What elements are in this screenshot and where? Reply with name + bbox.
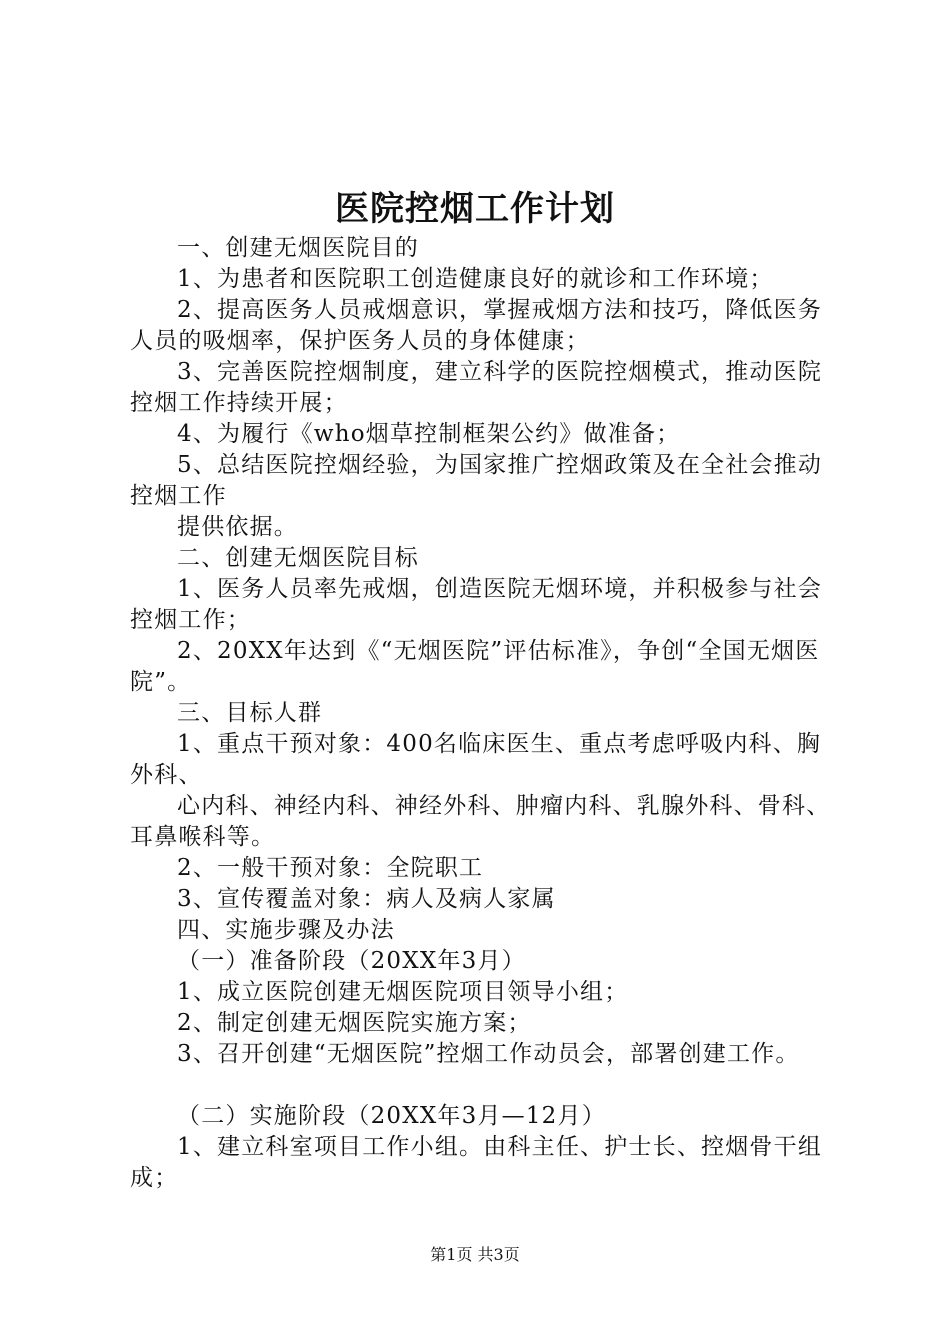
paragraph-population-1: 1、重点干预对象：400名临床医生、重点考虑呼吸内科、胸外科、 xyxy=(130,731,822,788)
paragraph-stage-1-item-3: 3、召开创建“无烟医院”控烟工作动员会，部署创建工作。 xyxy=(177,1041,800,1067)
paragraph-goal-4: 4、为履行《who烟草控制框架公约》做准备； xyxy=(177,421,681,447)
document-body xyxy=(130,233,835,1194)
paragraph-stage-1-item-1: 1、成立医院创建无烟医院项目领导小组； xyxy=(177,979,629,1005)
document-title: 医院控烟工作计划 xyxy=(335,189,615,229)
page-footer: 第1页 共3页 xyxy=(430,1245,520,1264)
paragraph-spacer xyxy=(130,1070,835,1101)
paragraph-section-2-heading: 二、创建无烟医院目标 xyxy=(177,545,419,571)
paragraph-goal-5-continued: 提供依据。 xyxy=(177,514,298,540)
paragraph-section-4-heading: 四、实施步骤及办法 xyxy=(177,917,395,943)
paragraph-goal-5: 5、总结医院控烟经验，为国家推广控烟政策及在全社会推动控烟工作 xyxy=(130,452,823,509)
paragraph-section-3-heading: 三、目标人群 xyxy=(177,700,323,726)
paragraph-stage-2-item-1: 1、建立科室项目工作小组。由科主任、护士长、控烟骨干组成； xyxy=(130,1134,823,1191)
paragraph-goal-1: 1、为患者和医院职工创造健康良好的就诊和工作环境； xyxy=(177,266,774,292)
paragraph-population-2: 2、一般干预对象：全院职工 xyxy=(177,855,484,881)
paragraph-stage-1-heading: （一）准备阶段（20XX年3月） xyxy=(177,948,526,974)
paragraph-goal-3: 3、完善医院控烟制度，建立科学的医院控烟模式，推动医院控烟工作持续开展； xyxy=(130,359,823,416)
paragraph-target-2: 2、20XX年达到《“无烟医院”评估标准》，争创“全国无烟医院”。 xyxy=(130,638,820,695)
paragraph-stage-2-heading: （二）实施阶段（20XX年3月—12月） xyxy=(177,1103,606,1129)
paragraph-population-3: 3、宣传覆盖对象：病人及病人家属 xyxy=(177,886,556,912)
paragraph-goal-2: 2、提高医务人员戒烟意识，掌握戒烟方法和技巧，降低医务人员的吸烟率，保护医务人员的身体健康； xyxy=(130,297,823,354)
paragraph-stage-1-item-2: 2、制定创建无烟医院实施方案； xyxy=(177,1010,532,1036)
paragraph-population-1-continued: 心内科、神经内科、神经外科、肿瘤内科、乳腺外科、骨科、耳鼻喉科等。 xyxy=(130,793,831,850)
paragraph-target-1: 1、医务人员率先戒烟，创造医院无烟环境，并积极参与社会控烟工作； xyxy=(130,576,823,633)
paragraph-section-1-heading: 一、创建无烟医院目的 xyxy=(177,235,419,261)
